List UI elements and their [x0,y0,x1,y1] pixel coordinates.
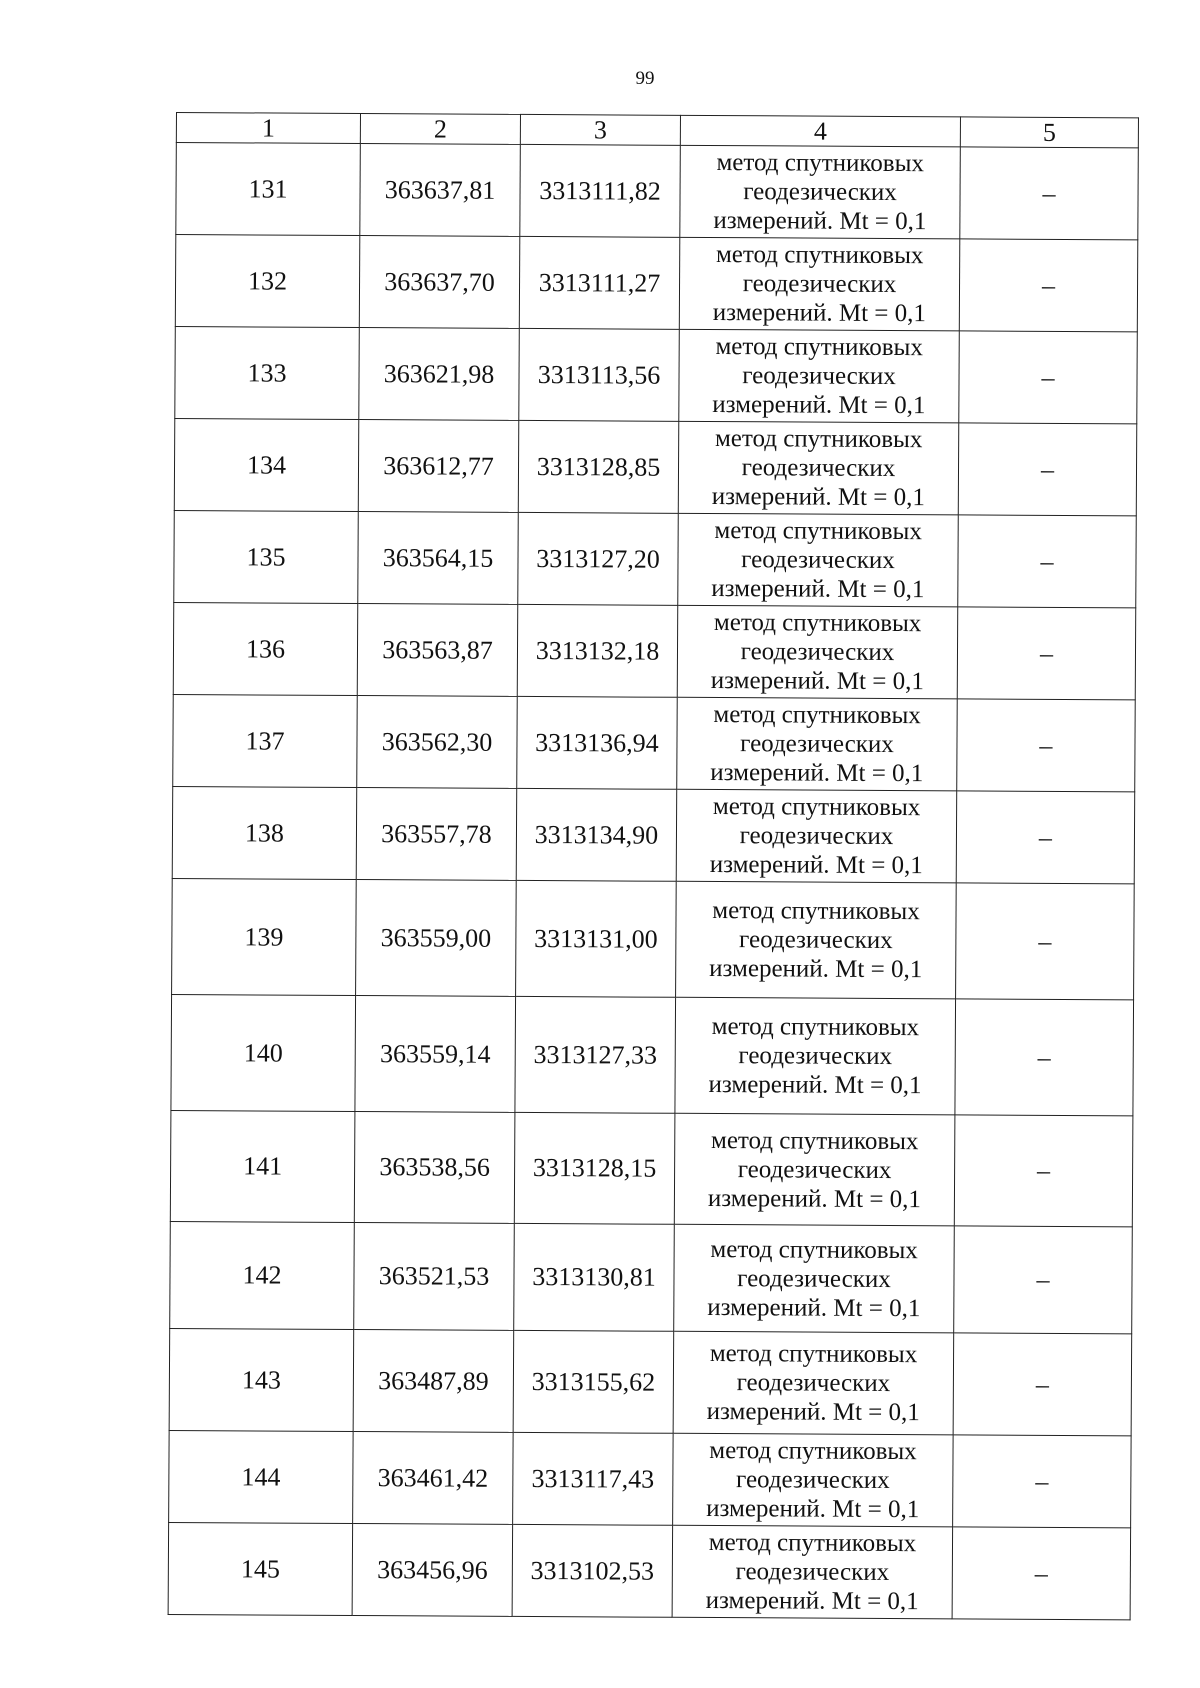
note-cell: – [956,883,1135,1000]
coordinate-y-cell: 3313136,94 [517,696,678,789]
coordinate-y-cell: 3313102,53 [512,1524,673,1617]
header-cell-2: 2 [360,114,520,145]
method-cell [673,1331,954,1435]
point-number-cell: 140 [171,994,356,1111]
header-cell-4: 4 [680,115,960,147]
table-row [175,326,1137,423]
coordinate-x-cell: 363538,56 [354,1112,515,1224]
point-number-cell: 142 [170,1221,355,1329]
method-line: геодезических [735,1558,890,1587]
point-number-cell: 139 [172,878,357,995]
coordinate-x-cell: 363521,53 [354,1223,515,1331]
method-line: геодезических [737,1155,892,1184]
table-row [174,418,1136,515]
method-line: метод спутниковых [712,793,921,822]
method-line: измерений. Mt = 0,1 [711,574,925,604]
method-cell [675,997,956,1115]
coordinate-x-cell: 363461,42 [353,1432,514,1525]
method-line: измерений. Mt = 0,1 [709,954,923,984]
method-line: измерений. Mt = 0,1 [707,1184,922,1213]
coordinate-y-cell: 3313130,81 [514,1223,675,1331]
point-number-cell: 143 [169,1328,354,1431]
method-cell [679,329,960,423]
table-row [170,1110,1133,1226]
method-line: метод спутниковых [713,609,922,638]
method-cell [680,145,961,239]
point-number-cell: 132 [175,235,360,328]
method-line: метод спутниковых [711,1013,920,1042]
coordinate-y-cell: 3313111,27 [519,236,680,329]
method-cell [673,1433,954,1527]
header-cell-1: 1 [176,113,360,144]
method-line: метод спутниковых [714,425,923,454]
table-row [173,694,1135,791]
method-line: метод спутниковых [715,333,923,362]
table-row [169,1430,1131,1527]
point-number-cell: 141 [170,1110,355,1222]
coordinate-y-cell: 3313113,56 [519,328,680,421]
method-line: геодезических [742,270,897,299]
point-number-cell: 134 [174,418,359,511]
method-line: метод спутниковых [714,517,922,546]
method-cell [676,789,957,883]
point-number-cell: 136 [173,602,358,695]
coordinates-table [168,112,1139,1620]
table-row [175,235,1137,332]
method-line: измерений. Mt = 0,1 [712,391,926,420]
method-line: геодезических [742,362,896,391]
point-number-cell: 145 [168,1522,353,1615]
coordinate-y-cell: 3313111,82 [520,144,681,237]
method-line: геодезических [743,178,897,207]
method-line: измерений. Mt = 0,1 [709,850,923,880]
method-cell [672,1525,953,1619]
method-line: измерений. Mt = 0,1 [708,1070,922,1100]
coordinate-x-cell: 363612,77 [358,420,519,513]
note-cell: – [953,1333,1132,1436]
method-line: измерений. Mt = 0,1 [713,207,927,236]
coordinate-x-cell: 363563,87 [357,604,518,697]
coordinate-y-cell: 3313127,20 [518,512,679,605]
coordinate-x-cell: 363564,15 [358,512,519,605]
method-line: метод спутниковых [715,241,924,270]
method-line: метод спутниковых [709,1340,918,1369]
method-line: геодезических [740,638,895,667]
point-number-cell: 138 [172,786,357,879]
method-line: метод спутниковых [713,701,921,730]
table-row [174,510,1136,607]
point-number-cell: 133 [175,326,360,419]
method-line: метод спутниковых [710,1235,918,1264]
method-line: измерений. Mt = 0,1 [706,1494,920,1524]
coordinate-x-cell: 363637,81 [360,144,521,237]
note-cell: – [959,239,1138,332]
note-cell: – [960,147,1139,240]
method-line: метод спутниковых [712,897,920,926]
coordinate-x-cell: 363562,30 [357,696,518,789]
note-cell: – [952,1527,1131,1620]
table-row [172,878,1135,999]
method-line: геодезических [741,546,895,575]
coordinate-y-cell: 3313131,00 [516,880,677,997]
coordinates-table-container [168,112,1138,1620]
note-cell: – [955,999,1134,1116]
method-line: измерений. Mt = 0,1 [705,1586,919,1616]
page-number: 99 [635,68,655,89]
coordinate-x-cell: 363456,96 [352,1524,513,1617]
header-cell-3: 3 [520,114,680,145]
note-cell: – [954,1226,1133,1334]
method-line: измерений. Mt = 0,1 [711,482,925,512]
coordinate-y-cell: 3313132,18 [517,604,678,697]
point-number-cell: 137 [173,694,358,787]
method-cell [679,237,960,331]
coordinate-x-cell: 363487,89 [353,1330,514,1433]
method-line: измерений. Mt = 0,1 [710,758,924,788]
table-row [172,786,1134,883]
method-line: геодезических [740,730,894,759]
method-line: геодезических [738,1042,893,1071]
method-line: метод спутниковых [708,1528,917,1558]
table-row [176,143,1138,240]
method-line: геодезических [739,822,894,851]
method-line: измерений. Mt = 0,1 [706,1397,920,1427]
note-cell: – [953,1435,1132,1528]
method-line: геодезических [735,1466,890,1495]
method-line: геодезических [741,454,896,483]
method-line: геодезических [739,926,893,955]
point-number-cell: 135 [174,510,359,603]
method-cell [678,513,959,607]
coordinate-y-cell: 3313134,90 [516,788,677,881]
method-line: метод спутниковых [709,1436,917,1466]
method-line: измерений. Mt = 0,1 [707,1293,921,1322]
method-line: метод спутниковых [710,1126,919,1155]
note-cell: – [957,699,1136,792]
note-cell: – [954,1115,1133,1227]
note-cell: – [959,331,1138,424]
note-cell: – [957,607,1136,700]
method-cell [677,697,958,791]
point-number-cell: 144 [169,1430,354,1523]
note-cell: – [958,423,1137,516]
coordinate-x-cell: 363637,70 [359,236,520,329]
coordinate-y-cell: 3313117,43 [513,1432,674,1525]
table-row [168,1522,1130,1619]
method-cell [676,881,957,999]
coordinate-x-cell: 363557,78 [356,788,517,881]
method-line: метод спутниковых [716,149,925,178]
coordinate-y-cell: 3313155,62 [513,1330,674,1433]
coordinate-y-cell: 3313128,85 [518,420,679,513]
coordinate-x-cell: 363559,00 [356,880,517,997]
coordinate-x-cell: 363559,14 [355,996,516,1113]
method-line: измерений. Mt = 0,1 [710,666,924,696]
method-cell [674,1113,955,1226]
table-row [171,994,1134,1115]
header-cell-5: 5 [960,117,1138,148]
method-line: геодезических [737,1264,891,1293]
method-cell [677,605,958,699]
method-cell [674,1224,955,1333]
method-cell [678,421,959,515]
method-line: измерений. Mt = 0,1 [712,299,926,328]
coordinate-y-cell: 3313127,33 [515,996,676,1113]
table-row [170,1221,1133,1333]
coordinate-y-cell: 3313128,15 [514,1112,675,1224]
method-line: геодезических [736,1369,891,1398]
note-cell: – [958,515,1137,608]
note-cell: – [956,791,1135,884]
table-row [169,1328,1132,1435]
point-number-cell: 131 [176,143,361,236]
coordinate-x-cell: 363621,98 [359,328,520,421]
table-row [173,602,1135,699]
